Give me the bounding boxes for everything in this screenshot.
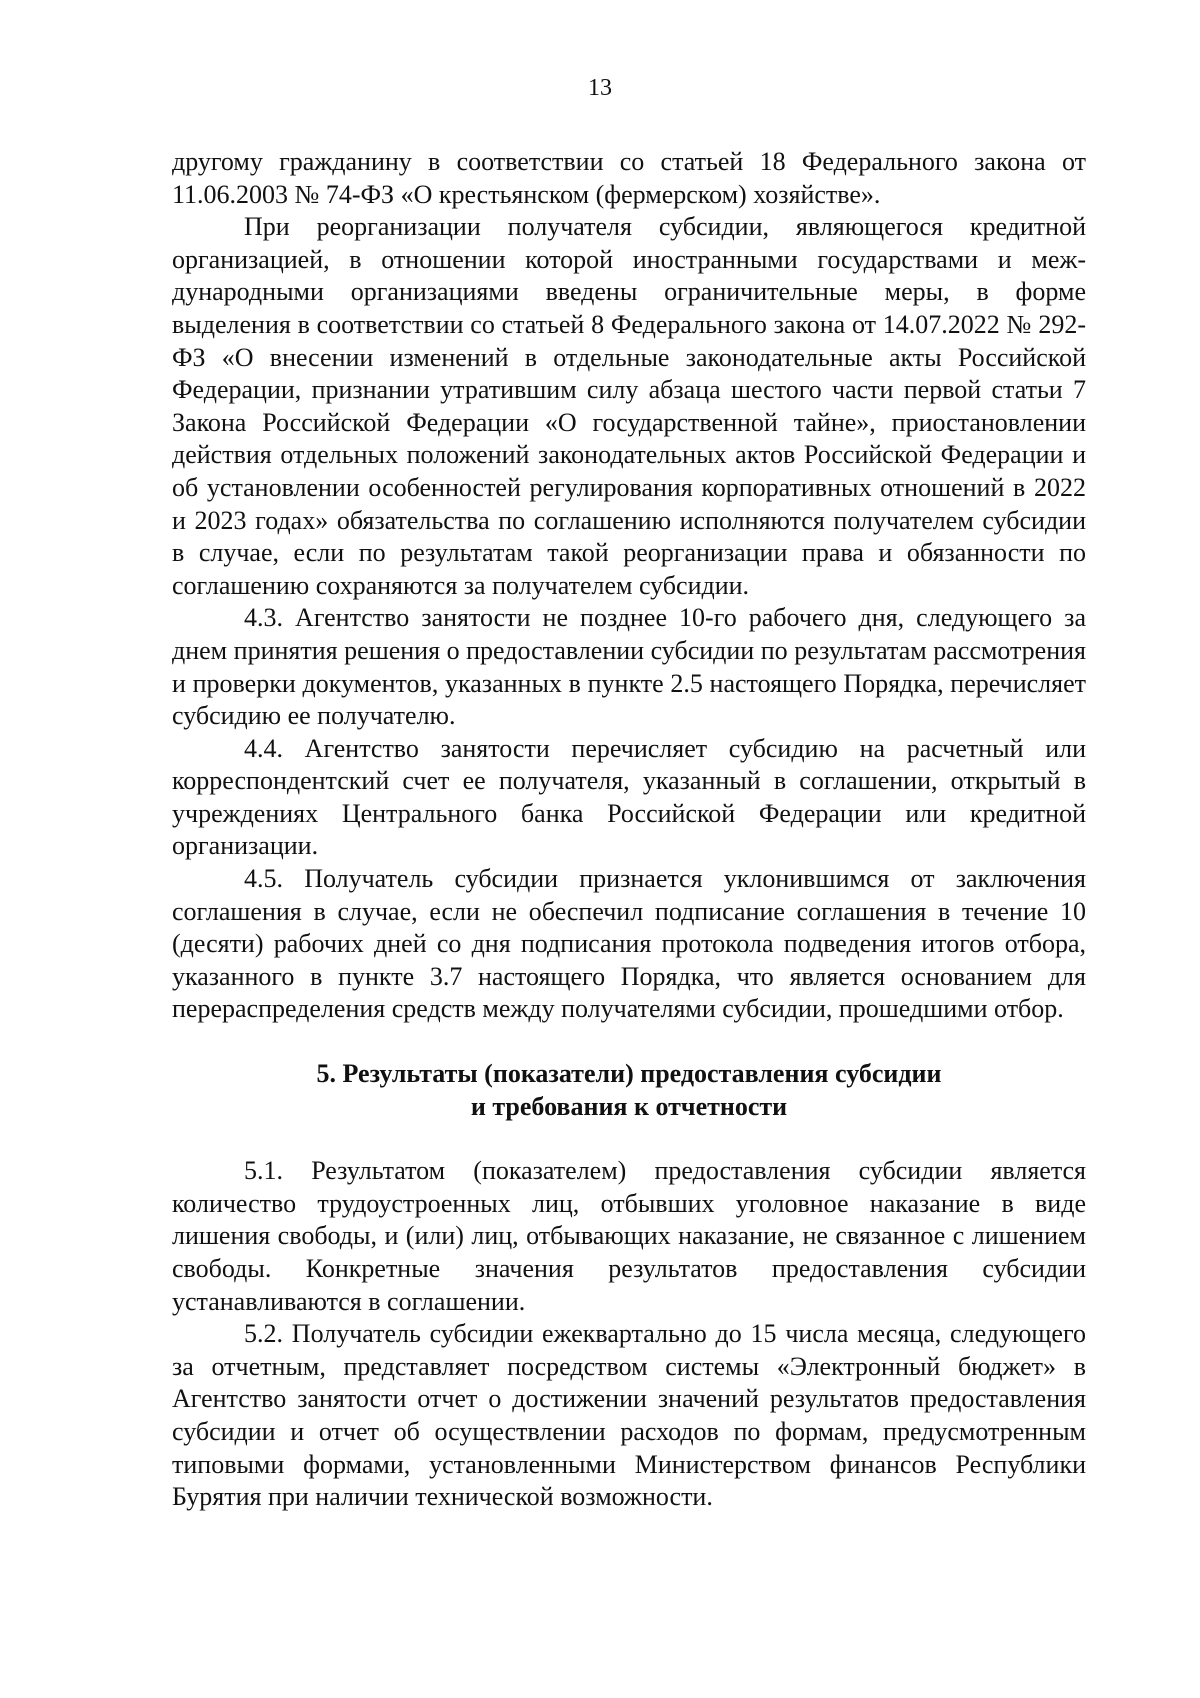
section-heading-line-2: и требования к отчетности xyxy=(470,1091,788,1121)
paragraph-4-4: 4.4. Агентство занятости перечисляет субсидию на расчетный или корреспондентский счет ее получателя, указанный в соглашении, открытый в учреждениях Центрального банка Российской Федерации или кредитной организации. xyxy=(172,733,1086,861)
paragraph-continuation: другому гражданину в соответствии со статьей 18 Федерального закона от 11.06.2003 № 74-ФЗ «О крестьянском (фермерском) хозяйстве». xyxy=(172,147,1086,209)
section-heading-line-1: 5. Результаты (показатели) предоставления субсидии xyxy=(316,1059,942,1089)
paragraph-4-3: 4.3. Агентство занятости не позднее 10-го рабочего дня, следующего за днем принятия решения о предоставлении субсидии по результатам рассмотрения и проверки документов, указанных в пункте 2.5 настоящего Порядка, перечисляет субсидию ее получателю. xyxy=(172,603,1086,731)
document-body xyxy=(172,146,1086,1514)
paragraph-reorganization: При реорганизации получателя субсидии, являющегося кредитной организацией, в отношении которой иностранными государствами и международными организациями введены ограничительные меры, в форме выделения в соответствии со статьей 8 Федерального закона от 14.07.2022 № 292-ФЗ «О внесении изменений в отдельные законодательные акты Российской Федерации, признании утратившим силу абзаца шестого части первой статьи 7 Закона Российской Федерации «О государственной тайне», приостановлении действия отдельных положений законодательных актов Российской Федерации и об установлении особенностей регулирования корпоративных отношений в 2022 и 2023 годах» обязательства по соглашению исполняются получателем субсидии в случае, если по результатам такой реорганизации права и обязанности по соглашению сохраняются за получателем субсидии. xyxy=(172,212,1086,600)
paragraph-4-5: 4.5. Получатель субсидии признается уклонившимся от заключения соглашения в случае, если не обеспечил подписание соглашения в течение 10 (десяти) рабочих дней со дня подписания протокола подведения итогов отбора, указанного в пункте 3.7 настоящего Порядка, что является основанием для перераспределения средств между получателями субсидии, прошедшими отбор. xyxy=(172,864,1086,1024)
page-number: 13 xyxy=(588,75,612,101)
paragraph-5-2: 5.2. Получатель субсидии ежеквартально до 15 числа месяца, следующего за отчетным, представляет посредством системы «Электронный бюджет» в Агентство занятости отчет о достижении значений результатов предоставления субсидии и отчет об осуществлении расходов по формам, предусмотренным типовыми формами, установленными Министерством финансов Республики Бурятия при наличии технической возможности. xyxy=(172,1319,1086,1512)
section-heading xyxy=(172,1058,1086,1123)
paragraph-5-1: 5.1. Результатом (показателем) предоставления субсидии является количество трудоустроенных лиц, отбывших уголовное наказание в виде лишения свободы, и (или) лиц, отбывающих наказание, не связанное с лишением свободы. Конкретные значения результатов предоставления субсидии устанавливаются в соглашении. xyxy=(172,1156,1086,1316)
